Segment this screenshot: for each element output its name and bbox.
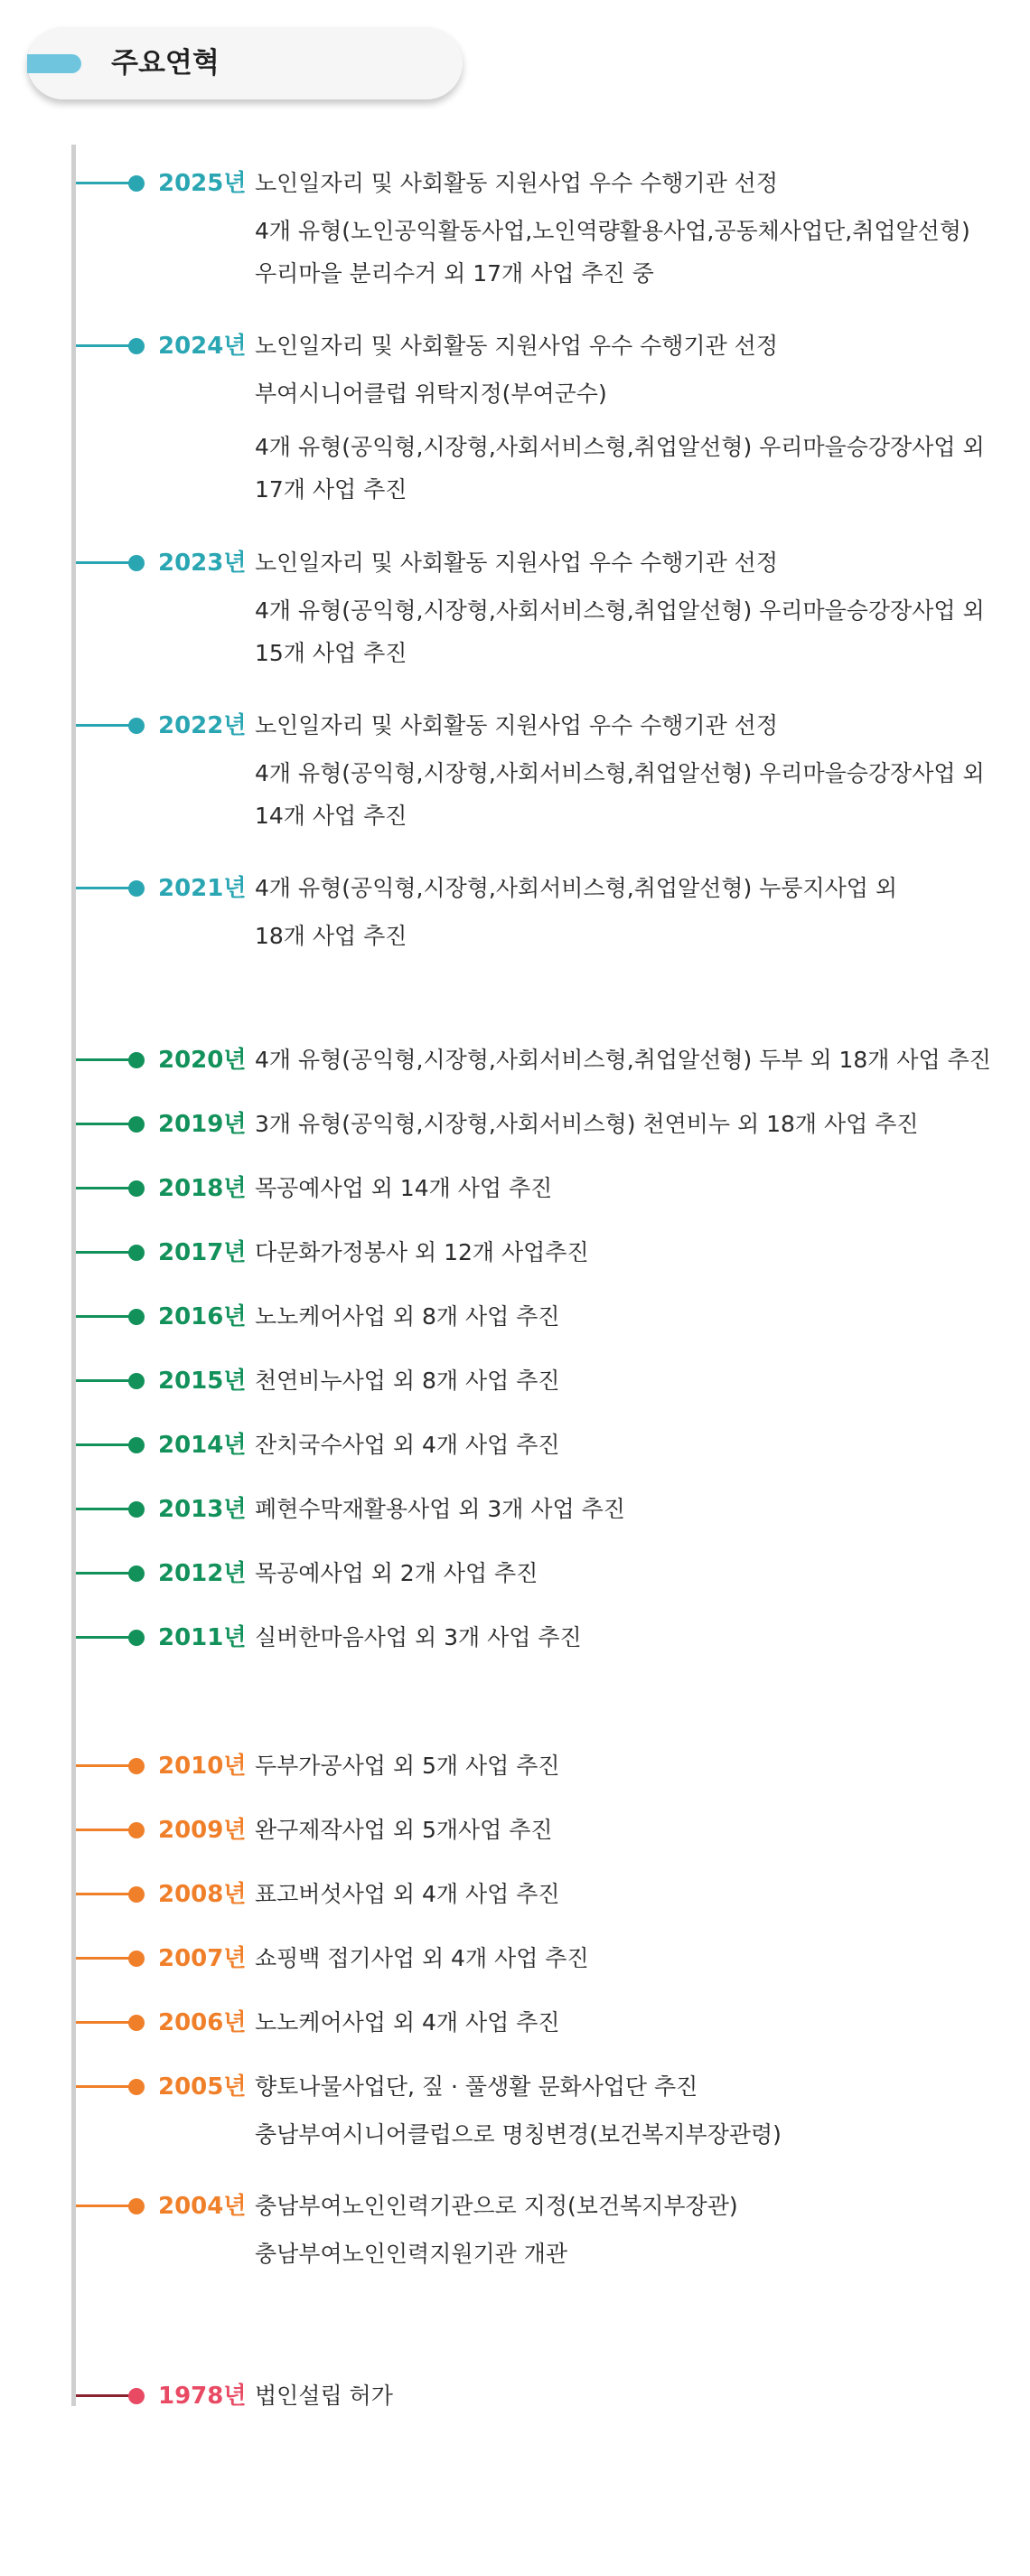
timeline-event-text: 다문화가정봉사 외 12개 사업추진 [255, 1239, 589, 1265]
timeline-description [255, 1813, 996, 1857]
timeline-connector [76, 2394, 130, 2397]
timeline-connector [76, 1508, 130, 1510]
timeline-connector [76, 2205, 130, 2207]
timeline-event-text: 노노케어사업 외 4개 사업 추진 [255, 2009, 560, 2035]
timeline-dot-icon [128, 1886, 145, 1903]
timeline-event-text: 17개 사업 추진 [255, 476, 407, 503]
timeline-event-text: 4개 유형(노인공익활동사업,노인역량활용사업,공동체사업단,취업알선형) [255, 218, 970, 244]
timeline-description [255, 1428, 996, 1471]
timeline-year: 2008년 [158, 1881, 247, 1908]
timeline-year: 2014년 [158, 1432, 247, 1459]
timeline-year: 2022년 [158, 712, 247, 739]
timeline-event-text: 4개 유형(공익형,시장형,사회서비스형,취업알선형) 우리마을승강장사업 외 [255, 597, 985, 624]
timeline-description [255, 1621, 996, 1664]
timeline-connector [76, 1957, 130, 1960]
timeline-year: 2010년 [158, 1753, 247, 1780]
timeline-connector [76, 1379, 130, 1382]
timeline-description [255, 1300, 996, 1343]
timeline-dot-icon [128, 338, 145, 354]
timeline-description [255, 2006, 996, 2049]
timeline-dot-icon [128, 1501, 145, 1518]
timeline-dot-icon [128, 880, 145, 897]
timeline-connector [76, 887, 130, 889]
timeline-connector [76, 1123, 130, 1125]
timeline-dot-icon [128, 1437, 145, 1453]
timeline-year: 2015년 [158, 1368, 247, 1395]
timeline-connector [76, 1829, 130, 1831]
timeline-description [255, 1236, 996, 1279]
timeline-year: 1978년 [158, 2383, 247, 2410]
timeline-year: 2021년 [158, 875, 247, 902]
timeline-event-text: 향토나물사업단, 짚 · 풀생활 문화사업단 추진 [255, 2073, 698, 2100]
timeline-dot-icon [128, 1245, 145, 1261]
timeline-description [255, 1043, 996, 1086]
timeline-connector [76, 1251, 130, 1254]
timeline-year: 2005년 [158, 2073, 247, 2101]
timeline-description [255, 2070, 996, 2156]
timeline-year: 2024년 [158, 333, 247, 360]
timeline-description [255, 1556, 996, 1600]
timeline-year: 2012년 [158, 1560, 247, 1587]
timeline-event-text: 노인일자리 및 사회활동 지원사업 우수 수행기관 선정 [255, 170, 778, 196]
timeline-year: 2007년 [158, 1945, 247, 1972]
timeline-connector [76, 1572, 130, 1575]
timeline-year: 2016년 [158, 1303, 247, 1330]
timeline-event-text: 완구제작사업 외 5개사업 추진 [255, 1817, 553, 1843]
timeline-description [255, 546, 996, 674]
timeline-connector [76, 2021, 130, 2024]
timeline-event-text: 4개 유형(공익형,시장형,사회서비스형,취업알선형) 누룽지사업 외 [255, 875, 897, 901]
timeline-event-text: 천연비누사업 외 8개 사업 추진 [255, 1368, 560, 1394]
timeline-event-text: 4개 유형(공익형,시장형,사회서비스형,취업알선형) 두부 외 18개 사업 추진 [255, 1047, 991, 1073]
timeline-description [255, 329, 996, 511]
timeline-description [255, 1364, 996, 1407]
timeline-year: 2023년 [158, 550, 247, 577]
timeline-event-text: 잔치국수사업 외 4개 사업 추진 [255, 1432, 560, 1458]
timeline-connector [76, 344, 130, 347]
timeline-year: 2017년 [158, 1239, 247, 1266]
timeline-connector [76, 1443, 130, 1446]
timeline-event-text: 노노케어사업 외 8개 사업 추진 [255, 1303, 560, 1330]
timeline-connector [76, 724, 130, 727]
timeline-event-text: 쇼핑백 접기사업 외 4개 사업 추진 [255, 1945, 589, 1971]
timeline-dot-icon [128, 1052, 145, 1068]
timeline-year: 2004년 [158, 2193, 247, 2220]
timeline-event-text: 충남부여노인인력지원기관 개관 [255, 2241, 568, 2267]
timeline-event-text: 15개 사업 추진 [255, 640, 407, 666]
timeline-event-text: 노인일자리 및 사회활동 지원사업 우수 수행기관 선정 [255, 333, 778, 359]
timeline-year: 2006년 [158, 2009, 247, 2036]
timeline-event-text: 실버한마음사업 외 3개 사업 추진 [255, 1624, 582, 1650]
timeline-description [255, 1107, 996, 1151]
timeline-dot-icon [128, 2198, 145, 2214]
timeline-event-text: 3개 유형(공익형,시장형,사회서비스형) 천연비누 외 18개 사업 추진 [255, 1111, 919, 1137]
timeline-dot-icon [128, 1565, 145, 1582]
timeline-event-text: 4개 유형(공익형,시장형,사회서비스형,취업알선형) 우리마을승강장사업 외 [255, 760, 985, 786]
section-title-pill [27, 27, 463, 99]
title-accent-bar [27, 54, 81, 73]
timeline-year: 2019년 [158, 1111, 247, 1138]
timeline-year: 2009년 [158, 1817, 247, 1844]
timeline-year: 2025년 [158, 170, 247, 197]
timeline-dot-icon [128, 2015, 145, 2031]
timeline-dot-icon [128, 2388, 145, 2404]
timeline-description [255, 166, 996, 295]
timeline-event-text: 18개 사업 추진 [255, 923, 407, 949]
timeline-event-text: 목공예사업 외 14개 사업 추진 [255, 1175, 553, 1201]
timeline-description [255, 1877, 996, 1921]
timeline-connector [76, 2085, 130, 2088]
timeline-description [255, 871, 996, 957]
page-title: 주요연혁 [111, 47, 220, 80]
timeline-connector [76, 1764, 130, 1767]
timeline-dot-icon [128, 1373, 145, 1389]
timeline-event-text: 부여시니어클럽 위탁지정(부여군수) [255, 381, 607, 407]
timeline-year: 2018년 [158, 1175, 247, 1202]
timeline-rail [71, 145, 76, 2406]
timeline-description [255, 2379, 996, 2422]
timeline-event-text: 폐현수막재활용사업 외 3개 사업 추진 [255, 1496, 625, 1522]
timeline-dot-icon [128, 1309, 145, 1325]
timeline-dot-icon [128, 1822, 145, 1838]
timeline-description [255, 709, 996, 837]
timeline-dot-icon [128, 1630, 145, 1646]
timeline-connector [76, 182, 130, 184]
timeline-dot-icon [128, 1116, 145, 1133]
timeline-dot-icon [128, 1758, 145, 1774]
timeline-event-text: 노인일자리 및 사회활동 지원사업 우수 수행기관 선정 [255, 712, 778, 738]
timeline-event-text: 충남부여노인인력기관으로 지정(보건복지부장관) [255, 2193, 738, 2219]
timeline-dot-icon [128, 175, 145, 192]
timeline-dot-icon [128, 1951, 145, 1967]
timeline-event-text: 4개 유형(공익형,시장형,사회서비스형,취업알선형) 우리마을승강장사업 외 [255, 434, 985, 460]
timeline-description [255, 1492, 996, 1536]
timeline-dot-icon [128, 2079, 145, 2095]
timeline-connector [76, 1187, 130, 1189]
timeline-dot-icon [128, 718, 145, 734]
timeline-description [255, 2189, 996, 2275]
timeline-description [255, 1941, 996, 1985]
timeline-year: 2013년 [158, 1496, 247, 1523]
timeline-description [255, 1749, 996, 1792]
timeline-dot-icon [128, 1180, 145, 1197]
timeline-description [255, 1171, 996, 1215]
timeline-connector [76, 1315, 130, 1318]
timeline-dot-icon [128, 555, 145, 571]
timeline-event-text: 법인설립 허가 [255, 2383, 393, 2409]
timeline-event-text: 노인일자리 및 사회활동 지원사업 우수 수행기관 선정 [255, 550, 778, 576]
timeline-connector [76, 1636, 130, 1639]
timeline-connector [76, 561, 130, 564]
timeline-event-text: 충남부여시니어클럽으로 명칭변경(보건복지부장관령) [255, 2121, 782, 2148]
timeline-event-text: 두부가공사업 외 5개 사업 추진 [255, 1753, 560, 1779]
timeline-event-text: 14개 사업 추진 [255, 803, 407, 829]
timeline-event-text: 표고버섯사업 외 4개 사업 추진 [255, 1881, 560, 1907]
timeline-year: 2020년 [158, 1047, 247, 1074]
timeline-connector [76, 1058, 130, 1061]
timeline-year: 2011년 [158, 1624, 247, 1651]
timeline-event-text: 우리마을 분리수거 외 17개 사업 추진 중 [255, 260, 654, 287]
timeline-connector [76, 1893, 130, 1895]
timeline-event-text: 목공예사업 외 2개 사업 추진 [255, 1560, 538, 1586]
